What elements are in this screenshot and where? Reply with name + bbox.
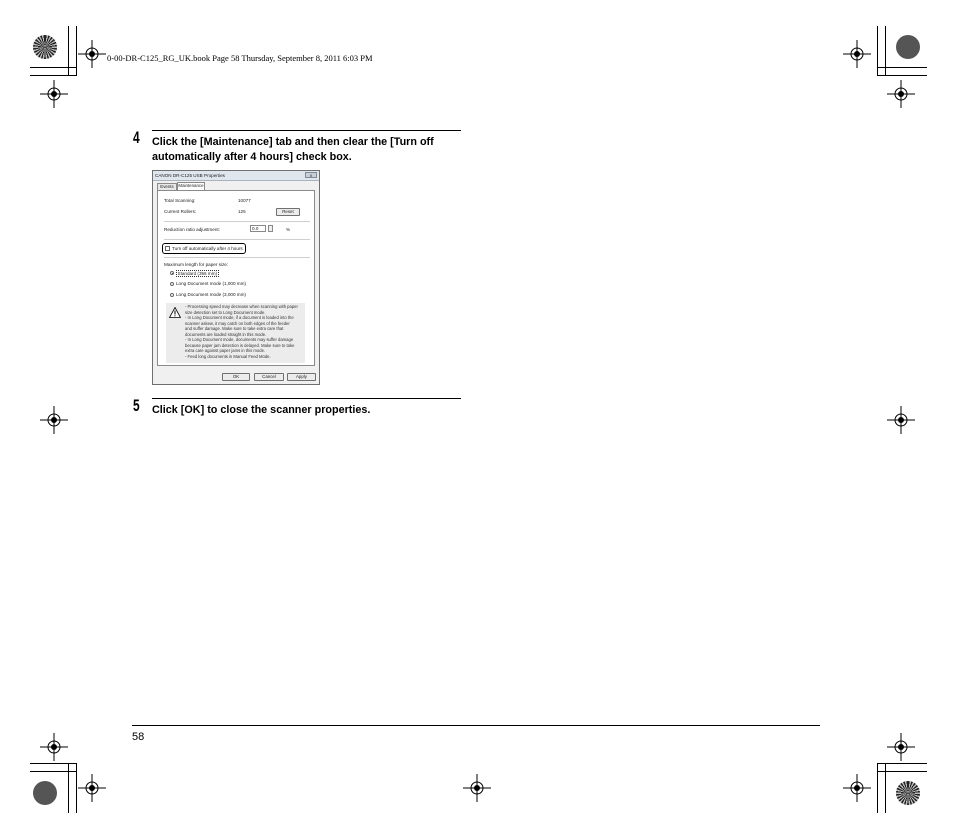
total-scanning-label: Total Scanning:	[164, 198, 196, 203]
registration-mark-icon	[843, 40, 871, 68]
cancel-button[interactable]: Cancel	[254, 373, 284, 381]
option-long-3000: Long Document mode (3,000 mm)	[176, 292, 246, 297]
footer-rule	[132, 725, 820, 726]
step-instruction	[152, 135, 434, 165]
radio-long-1000[interactable]	[170, 282, 174, 286]
turn-off-label: Turn off automatically after 4 hours	[172, 246, 243, 251]
crop-mark	[30, 763, 76, 764]
reduction-value: 0.0	[252, 226, 259, 231]
crop-mark	[877, 26, 878, 76]
radial-target-icon	[33, 35, 57, 59]
total-scanning-value: 10077	[238, 198, 251, 203]
reduction-spin-input[interactable]	[250, 225, 266, 232]
note-line: documents are loaded straight in this mode.	[185, 331, 267, 337]
crop-mark	[30, 771, 76, 772]
radial-target-icon	[896, 781, 920, 805]
note-line: - In Long Document mode, if a document is loaded into the	[185, 315, 294, 320]
reduction-label: Reduction ratio adjustment:	[164, 227, 220, 232]
dialog-title: CANON DR-C125 USB Properties	[155, 173, 225, 178]
step-number: 4	[133, 128, 140, 147]
book-header: 0-00-DR-C125_RG_UK.book Page 58 Thursday, September 8, 2011 6:03 PM	[107, 53, 373, 63]
dialog-title-bar	[153, 171, 319, 181]
note-line: and suffer damage. Make sure to take extra care that	[185, 326, 284, 331]
step-rule	[152, 398, 461, 399]
step-rule	[152, 130, 461, 131]
separator	[164, 221, 310, 222]
step-instruction-line: Click the [Maintenance] tab and then clear the [Turn off	[152, 136, 434, 148]
crop-mark	[877, 67, 927, 68]
registration-mark-icon	[887, 80, 915, 108]
registration-mark-icon	[887, 406, 915, 434]
radial-target-icon	[33, 781, 57, 805]
ok-button[interactable]: OK	[222, 373, 250, 381]
note-line: size detection set to Long Document mode.	[185, 309, 266, 315]
warning-icon	[169, 307, 181, 318]
registration-mark-icon	[40, 80, 68, 108]
note-line: scanner askew, it may catch on both edges of the feeder	[185, 320, 290, 326]
note-line: because paper jam detection is delayed. Make sure to take	[185, 342, 295, 348]
properties-dialog	[152, 170, 320, 385]
step-number: 5	[133, 396, 140, 415]
crop-mark	[76, 763, 77, 813]
turn-off-checkbox[interactable]	[165, 246, 170, 251]
note-line: extra care against paper jams in this mode.	[185, 348, 266, 353]
registration-mark-icon	[78, 40, 106, 68]
step-instruction-line: automatically after 4 hours] check box.	[152, 151, 352, 163]
crop-mark	[76, 26, 77, 76]
radial-target-icon	[896, 35, 920, 59]
crop-mark	[877, 771, 927, 772]
page-number: 58	[132, 731, 145, 743]
step-instruction: Click [OK] to close the scanner properties.	[152, 404, 371, 416]
note-line: - In Long Document mode, documents may suffer damage	[185, 337, 294, 342]
registration-mark-icon	[40, 733, 68, 761]
reduction-unit: %	[286, 227, 291, 232]
option-long-1000: Long Document mode (1,000 mm)	[176, 281, 246, 286]
crop-mark	[30, 75, 76, 76]
tab-events[interactable]: Events	[157, 183, 177, 190]
max-length-label: Maximum length for paper size:	[164, 262, 229, 267]
registration-mark-icon	[843, 774, 871, 802]
spin-arrows-icon[interactable]	[268, 225, 273, 232]
crop-mark	[885, 26, 886, 76]
separator	[164, 239, 310, 240]
registration-mark-icon	[887, 733, 915, 761]
registration-mark-icon	[78, 774, 106, 802]
tab-maintenance[interactable]: Maintenance	[178, 183, 204, 188]
reset-button[interactable]: Reset	[276, 208, 300, 216]
option-standard: Standard (356 mm)	[177, 271, 218, 276]
separator	[164, 257, 310, 258]
maintenance-panel	[157, 190, 315, 366]
current-rollers-label: Current Rollers:	[164, 209, 197, 214]
note-line: - Feed long documents in Manual Feed Mode.	[185, 353, 271, 359]
radio-long-3000[interactable]	[170, 293, 174, 297]
registration-mark-icon	[40, 406, 68, 434]
close-button[interactable]: X	[305, 172, 317, 178]
radio-standard[interactable]	[170, 271, 174, 275]
crop-mark	[68, 26, 69, 76]
crop-mark	[30, 67, 76, 68]
registration-mark-icon	[463, 774, 491, 802]
note-line: - Processing speed may decrease when scanning with paper	[185, 304, 298, 309]
note-box	[166, 303, 305, 363]
apply-button[interactable]: Apply	[287, 373, 316, 381]
current-rollers-value: 125	[238, 209, 246, 214]
